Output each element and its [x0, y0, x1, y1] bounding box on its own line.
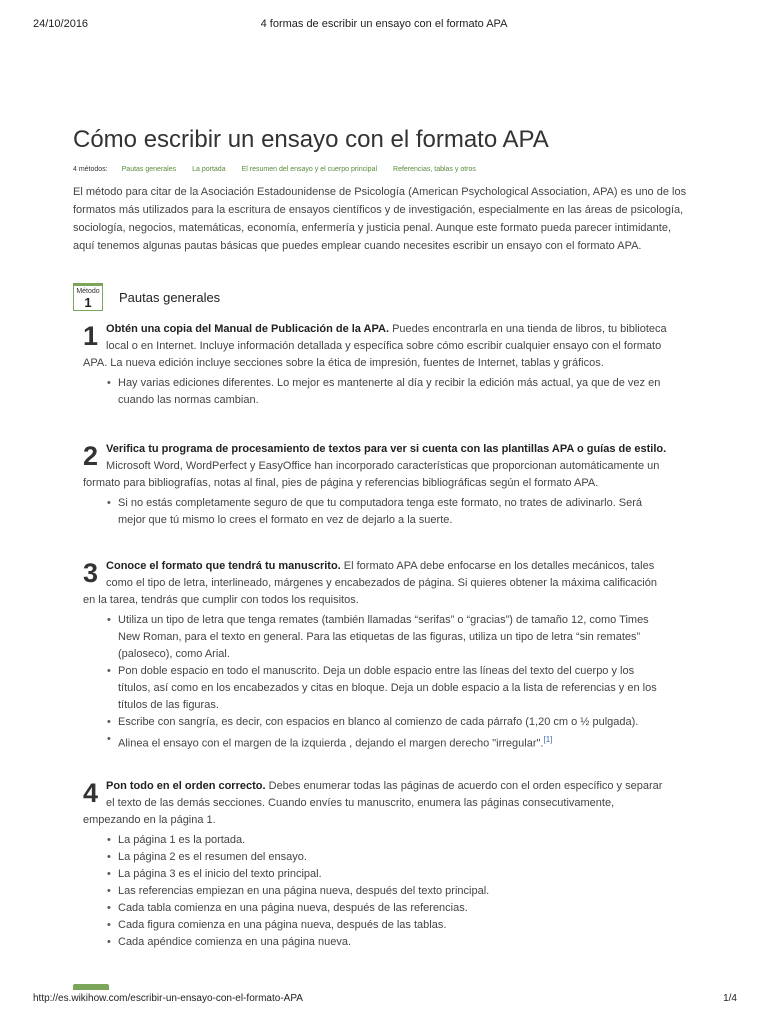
methods-label: 4 métodos: [73, 166, 108, 173]
step-number: 4 [83, 778, 99, 808]
list-item: • Cada apéndice comienza en una página nueva. [107, 934, 668, 951]
footnote-link[interactable]: [1] [543, 735, 553, 744]
list-item: • Las referencias empiezan en una página nueva, después del texto principal. [107, 883, 668, 900]
print-page-number: 1/4 [723, 993, 737, 1004]
print-date: 24/10/2016 [33, 18, 89, 30]
method-badge-number: 1 [84, 294, 92, 310]
step-number: 1 [83, 321, 99, 351]
methods-nav [73, 166, 492, 173]
step-1 [83, 321, 668, 409]
step-number: 3 [83, 558, 99, 588]
step-text: Puedes encontrarla en una tienda de libros, tu biblioteca local o en Internet. Incluye información detallada y específica sobre cómo escribir cualquier ensayo con el formato APA. La nueva edición incluye secciones sobre la ética de impresión, fuentes de Internet, tablas y gráficos. [83, 323, 667, 369]
list-item: • La página 3 es el inicio del texto principal. [107, 866, 668, 883]
step-bullets [83, 375, 668, 409]
list-item: • Si no estás completamente seguro de que tu computadora tenga este formato, no trates de adivinarlo. Será mejor que tú mismo lo crees el formato en vez de dejarlo a la suerte. [107, 495, 668, 529]
step-lead: Conoce el formato que tendrá tu manuscrito. [106, 560, 341, 572]
list-item: • Cada figura comienza en una página nueva, después de las tablas. [107, 917, 668, 934]
list-item [107, 731, 668, 753]
list-item: • Escribe con sangría, es decir, con espacios en blanco al comienzo de cada párrafo (1,20 cm o ½ pulgada). [107, 714, 668, 731]
step-text: Debes enumerar todas las páginas de acuerdo con el orden específico y separar el texto de las demás secciones. Cuando envíes tu manuscrito, enumera las páginas consecutivamente, empezando en la página 1. [83, 780, 663, 826]
method-link-pautas-generales[interactable]: Pautas generales [121, 166, 177, 173]
list-item: • Cada tabla comienza en una página nueva, después de las referencias. [107, 900, 668, 917]
step-number: 2 [83, 441, 99, 471]
method-link-resumen-cuerpo[interactable]: El resumen del ensayo y el cuerpo principal [241, 166, 378, 173]
step-text: El formato APA debe enfocarse en los detalles mecánicos, tales como el tipo de letra, interlineado, márgenes y encabezados de página. Si quieres obtener la máxima calificación en la tarea, tendrás que cumplir con todos los requisitos. [83, 560, 657, 606]
page-title: Cómo escribir un ensayo con el formato APA [73, 126, 549, 153]
method-title: Pautas generales [119, 289, 221, 305]
step-2 [83, 441, 668, 529]
list-item: • Utiliza un tipo de letra que tenga remates (también llamadas “serifas” o “gracias”) de tamaño 12, como Times New Roman, para el texto en general. Para las etiquetas de las figuras, utiliza un tipo de letra “sin remates” (paloseco), como Arial. [107, 612, 668, 663]
step-text: Microsoft Word, WordPerfect y EasyOffice han incorporado características que proporcionan automáticamente un formato para bibliografías, notas al final, pies de página y referencias bibliográficas según el formato APA. [83, 460, 660, 489]
step-bullets [83, 832, 668, 951]
method-link-referencias[interactable]: Referencias, tablas y otros [393, 166, 476, 173]
step-lead: Pon todo en el orden correcto. [106, 780, 266, 792]
next-method-badge [73, 984, 109, 990]
method-link-la-portada[interactable]: La portada [192, 166, 226, 173]
list-item: • La página 1 es la portada. [107, 832, 668, 849]
list-item: • Pon doble espacio en todo el manuscrito. Deja un doble espacio entre las líneas del texto del cuerpo y los títulos, así como en los encabezados y citas en bloque. Deja un doble espacio a la lista de referencias y en los títulos de las figuras. [107, 663, 668, 714]
list-item: • La página 2 es el resumen del ensayo. [107, 849, 668, 866]
method-badge-label: Método [76, 287, 100, 295]
method-header [73, 283, 220, 311]
list-item-text: Alinea el ensayo con el margen de la izquierda , dejando el margen derecho "irregular". [118, 737, 544, 750]
list-item: • Hay varias ediciones diferentes. Lo mejor es mantenerte al día y recibir la edición más actual, ya que de vez en cuando las normas cambian. [107, 375, 668, 409]
step-lead: Verifica tu programa de procesamiento de textos para ver si cuenta con las plantillas APA o guías de estilo. [106, 443, 667, 455]
method-badge [73, 283, 103, 311]
step-lead: Obtén una copia del Manual de Publicación de la APA. [106, 323, 390, 335]
print-header-title: 4 formas de escribir un ensayo con el formato APA [260, 18, 508, 30]
step-4 [83, 778, 668, 951]
step-bullets [83, 612, 668, 753]
print-footer-url: http://es.wikihow.com/escribir-un-ensayo-con-el-formato-APA [33, 993, 303, 1004]
step-bullets [83, 495, 668, 529]
intro-paragraph: El método para citar de la Asociación Estadounidense de Psicología (American Psychological Association, APA) es uno de los formatos más utilizados para la escritura de ensayos científicos y de investigación, especialmente en las áreas de psicología, sociología, negocios, matemáticas, economía, enfermería y justicia penal. Aunque este formato pueda parecer intimidante, aquí tenemos algunas pautas básicas que puedes emplear cuando necesites escribir un ensayo con el formato APA. [73, 186, 687, 252]
step-3 [83, 558, 668, 753]
